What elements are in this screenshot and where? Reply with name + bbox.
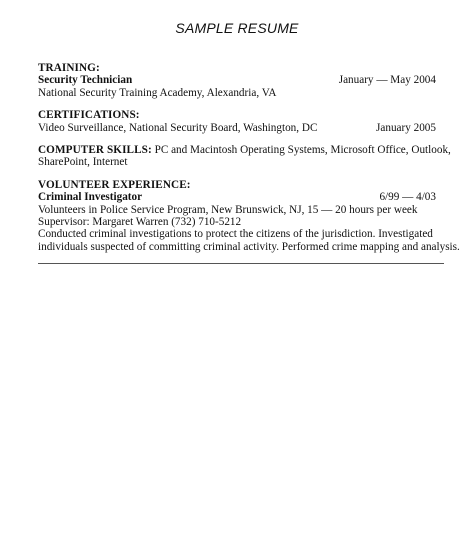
certification-row — [38, 122, 436, 134]
volunteer-program: Volunteers in Police Service Program, New Brunswick, NJ, 15 — 20 hours per week — [38, 203, 418, 216]
volunteer-supervisor: Supervisor: Margaret Warren (732) 710-5212 — [38, 216, 242, 229]
training-section — [38, 62, 436, 99]
resume-content — [38, 62, 460, 263]
volunteer-description-line-1: Conducted criminal investigations to protect the citizens of the jurisdiction. Investigated — [38, 228, 433, 241]
computer-skills-line-2: SharePoint, Internet — [38, 156, 128, 169]
volunteer-section — [38, 178, 460, 253]
certifications-heading: CERTIFICATIONS: — [38, 109, 140, 122]
training-dates: January — May 2004 — [338, 74, 436, 87]
certification-date: January 2005 — [376, 121, 436, 134]
computer-skills-heading: COMPUTER SKILLS: — [38, 144, 152, 157]
section-divider — [38, 263, 444, 264]
computer-skills-line-1 — [38, 144, 451, 157]
training-role-row — [38, 74, 436, 86]
training-role: Security Technician — [38, 74, 133, 87]
computer-skills-section — [38, 144, 451, 169]
certification-item: Video Surveillance, National Security Board, Washington, DC — [38, 121, 318, 134]
training-heading: TRAINING: — [38, 62, 100, 74]
volunteer-role-row — [38, 191, 436, 203]
volunteer-description-line-2: individuals suspected of committing criminal activity. Performed crime mapping and analysis. — [38, 240, 460, 253]
volunteer-heading: VOLUNTEER EXPERIENCE: — [38, 178, 191, 191]
computer-skills-text-1: PC and Macintosh Operating Systems, Microsoft Office, Outlook, — [154, 144, 451, 157]
certifications-section — [38, 109, 436, 134]
document-title: SAMPLE RESUME — [175, 20, 299, 36]
volunteer-role: Criminal Investigator — [38, 191, 143, 204]
training-institution: National Security Training Academy, Alexandria, VA — [38, 86, 277, 99]
volunteer-dates: 6/99 — 4/03 — [379, 191, 436, 204]
